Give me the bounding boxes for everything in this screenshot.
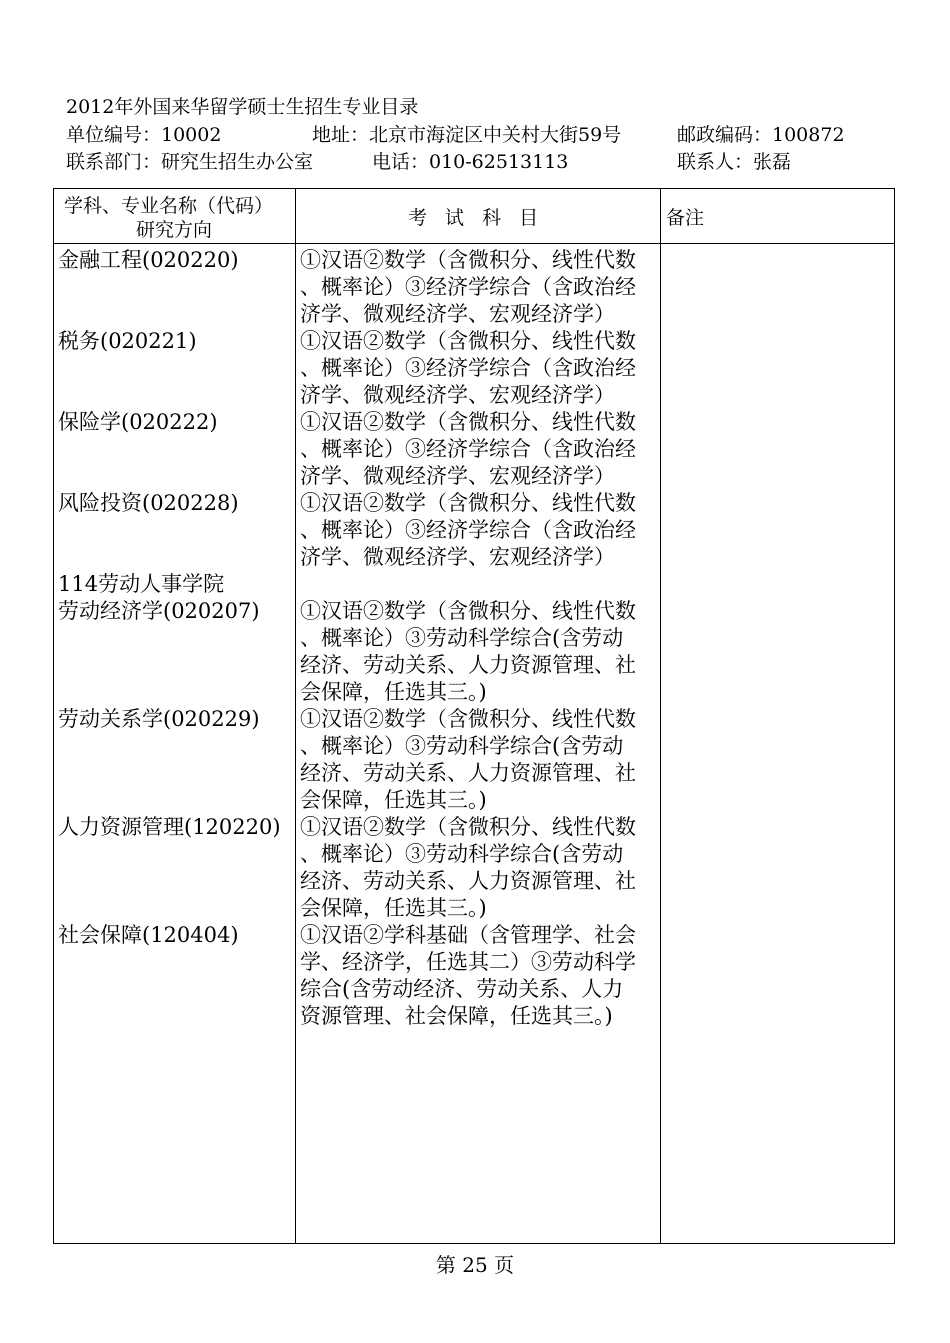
exam-line: 、概率论）③劳动科学综合(含劳动 (300, 734, 624, 758)
header-divider (53, 243, 895, 244)
exam-line: 经济、劳动关系、人力资源管理、社 (300, 653, 636, 677)
col-major-header: 学科、专业名称（代码） (64, 195, 274, 217)
contact-person: 联系人：张磊 (677, 151, 792, 173)
major-name: 人力资源管理(120220) (58, 815, 281, 839)
contact-department: 联系部门：研究生招生办公室 (66, 151, 314, 173)
exam-subjects (300, 706, 658, 814)
exam-line: 、概率论）③劳动科学综合(含劳动 (300, 842, 624, 866)
exam-line: ①汉语②数学（含微积分、线性代数 (300, 410, 636, 434)
document-title: 2012年外国来华留学硕士生招生专业目录 (66, 96, 419, 118)
exam-subjects (300, 328, 658, 409)
exam-line: 济学、微观经济学、宏观经济学） (300, 302, 615, 326)
exam-line: 、概率论）③经济学综合（含政治经 (300, 437, 636, 461)
exam-subjects (300, 814, 658, 922)
exam-line: 经济、劳动关系、人力资源管理、社 (300, 869, 636, 893)
exam-line: 经济、劳动关系、人力资源管理、社 (300, 761, 636, 785)
exam-line: 会保障，任选其三。) (300, 788, 487, 812)
page-number: 第 25 页 (435, 1253, 515, 1277)
major-name: 金融工程(020220) (58, 248, 239, 272)
exam-subjects (300, 922, 658, 1030)
exam-line: 济学、微观经济学、宏观经济学） (300, 464, 615, 488)
exam-line: ①汉语②数学（含微积分、线性代数 (300, 815, 636, 839)
major-name: 税务(020221) (58, 329, 197, 353)
major-name: 保险学(020222) (58, 410, 218, 434)
exam-line: 、概率论）③劳动科学综合(含劳动 (300, 626, 624, 650)
exam-line: ①汉语②数学（含微积分、线性代数 (300, 491, 636, 515)
major-name: 风险投资(020228) (58, 491, 239, 515)
exam-line: 济学、微观经济学、宏观经济学） (300, 545, 615, 569)
unit-code: 单位编号：10002 (66, 124, 222, 146)
exam-line: 、概率论）③经济学综合（含政治经 (300, 518, 636, 542)
exam-subjects (300, 490, 658, 571)
major-name: 劳动关系学(020229) (58, 707, 260, 731)
exam-line: 学、经济学，任选其二）③劳动科学 (300, 950, 636, 974)
postal-code: 邮政编码：100872 (677, 124, 845, 146)
column-divider (295, 188, 296, 1244)
exam-line: ①汉语②数学（含微积分、线性代数 (300, 329, 636, 353)
column-divider (660, 188, 661, 1244)
exam-line: ①汉语②数学（含微积分、线性代数 (300, 599, 636, 623)
exam-subjects (300, 247, 658, 328)
exam-line: ①汉语②数学（含微积分、线性代数 (300, 707, 636, 731)
exam-line: 会保障，任选其三。) (300, 680, 487, 704)
exam-line: 会保障，任选其三。) (300, 896, 487, 920)
exam-line: 、概率论）③经济学综合（含政治经 (300, 275, 636, 299)
exam-subjects (300, 409, 658, 490)
exam-line: 综合(含劳动经济、劳动关系、人力 (300, 977, 624, 1001)
col-notes-header: 备注 (666, 207, 705, 229)
major-name: 劳动经济学(020207) (58, 599, 260, 623)
major-name: 社会保障(120404) (58, 923, 239, 947)
exam-line: 资源管理、社会保障，任选其三。) (300, 1004, 613, 1028)
col-research-header: 研究方向 (136, 219, 213, 241)
exam-subjects (300, 598, 658, 706)
school-heading: 114劳动人事学院 (58, 572, 225, 596)
exam-line: 济学、微观经济学、宏观经济学） (300, 383, 615, 407)
exam-line: 、概率论）③经济学综合（含政治经 (300, 356, 636, 380)
phone: 电话：010-62513113 (372, 151, 569, 173)
address: 地址：北京市海淀区中关村大街59号 (312, 124, 622, 146)
exam-line: ①汉语②数学（含微积分、线性代数 (300, 248, 636, 272)
col-exam-header: 考 试 科 目 (408, 207, 545, 229)
exam-line: ①汉语②学科基础（含管理学、社会 (300, 923, 636, 947)
